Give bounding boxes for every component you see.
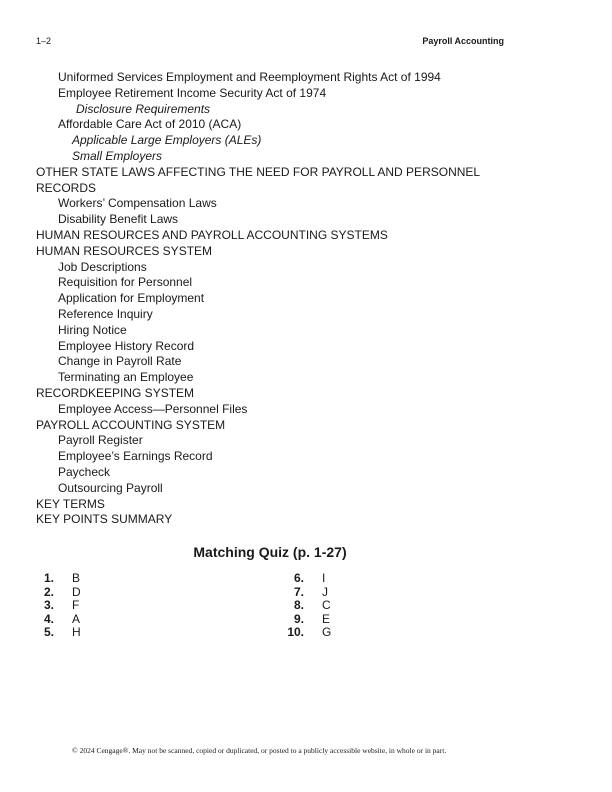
outline-item: Paycheck [58, 464, 111, 479]
quiz-row [286, 572, 331, 586]
quiz-row [36, 626, 81, 640]
quiz-answer-letter: J [322, 584, 328, 599]
outline-item: Hiring Notice [58, 322, 127, 337]
quiz-answer-letter: I [322, 571, 326, 585]
quiz-answer-letter: C [322, 598, 331, 613]
outline-item: KEY TERMS [36, 496, 105, 511]
quiz-answer-letter: A [72, 611, 81, 626]
outline-item: PAYROLL ACCOUNTING SYSTEM [36, 417, 226, 432]
outline-item: Employee’s Earnings Record [58, 449, 213, 464]
quiz-row [36, 586, 81, 600]
chapter-outline [36, 70, 506, 528]
quiz-question-number: 1. [43, 571, 54, 585]
outline-item: Small Employers [72, 148, 163, 163]
outline-item: Payroll Register [58, 433, 143, 448]
outline-item: Requisition for Personnel [58, 275, 193, 290]
quiz-title: Matching Quiz (p. 1-27) [193, 544, 347, 560]
page-number: 1–2 [36, 36, 52, 46]
quiz-question-number: 10. [287, 625, 304, 640]
outline-item: Employee Retirement Income Security Act of 1974 [58, 85, 327, 100]
quiz-question-number: 2. [43, 584, 54, 599]
outline-item: Applicable Large Employers (ALEs) [72, 133, 262, 148]
quiz-question-number: 3. [43, 598, 54, 613]
outline-item: Outsourcing Payroll [58, 480, 163, 495]
quiz-question-number: 7. [293, 584, 304, 599]
quiz-answer-letter: H [72, 625, 81, 640]
outline-item: Reference Inquiry [58, 306, 153, 321]
quiz-answer-letter: F [72, 598, 80, 613]
quiz-question-number: 9. [293, 611, 304, 626]
quiz-answer-letter: G [322, 625, 332, 640]
outline-item: Employee History Record [58, 338, 195, 353]
outline-item: Application for Employment [58, 291, 205, 306]
quiz-row [36, 599, 81, 613]
quiz-answer-letter: B [72, 571, 81, 585]
copyright-footer: © 2024 Cengage®. May not be scanned, copied or duplicated, or posted to a publicly accessible website, in whole or in part. [72, 746, 447, 755]
outline-item: OTHER STATE LAWS AFFECTING THE NEED FOR PAYROLL AND PERSONNEL RECORDS [36, 164, 480, 195]
outline-item: Employee Access—Personnel Files [58, 401, 248, 416]
quiz-question-number: 8. [293, 598, 304, 613]
quiz-answers-right [286, 572, 331, 640]
outline-item: Uniformed Services Employment and Reemployment Rights Act of 1994 [58, 70, 441, 84]
quiz-row [286, 613, 331, 627]
outline-item: Disclosure Requirements [76, 101, 211, 116]
outline-item: RECORDKEEPING SYSTEM [36, 385, 195, 400]
quiz-question-number: 5. [43, 625, 54, 640]
outline-item: Disability Benefit Laws [58, 212, 179, 227]
quiz-row [286, 626, 331, 640]
outline-item: Workers’ Compensation Laws [58, 196, 217, 211]
outline-item: Job Descriptions [58, 259, 147, 274]
quiz-question-number: 4. [43, 611, 54, 626]
outline-item: HUMAN RESOURCES AND PAYROLL ACCOUNTING SYSTEMS [36, 227, 388, 242]
quiz-row [36, 572, 81, 586]
quiz-row [286, 599, 331, 613]
quiz-question-number: 6. [293, 571, 304, 585]
outline-item: Terminating an Employee [58, 370, 194, 385]
quiz-answers-left [36, 572, 81, 640]
outline-item: Change in Payroll Rate [58, 354, 182, 369]
quiz-answer-letter: E [322, 611, 331, 626]
book-title: Payroll Accounting [422, 36, 504, 46]
outline-item: Affordable Care Act of 2010 (ACA) [58, 117, 242, 132]
outline-item: HUMAN RESOURCES SYSTEM [36, 243, 213, 258]
quiz-row [36, 613, 81, 627]
quiz-answer-letter: D [72, 584, 81, 599]
outline-item: KEY POINTS SUMMARY [36, 512, 173, 527]
quiz-row [286, 586, 331, 600]
